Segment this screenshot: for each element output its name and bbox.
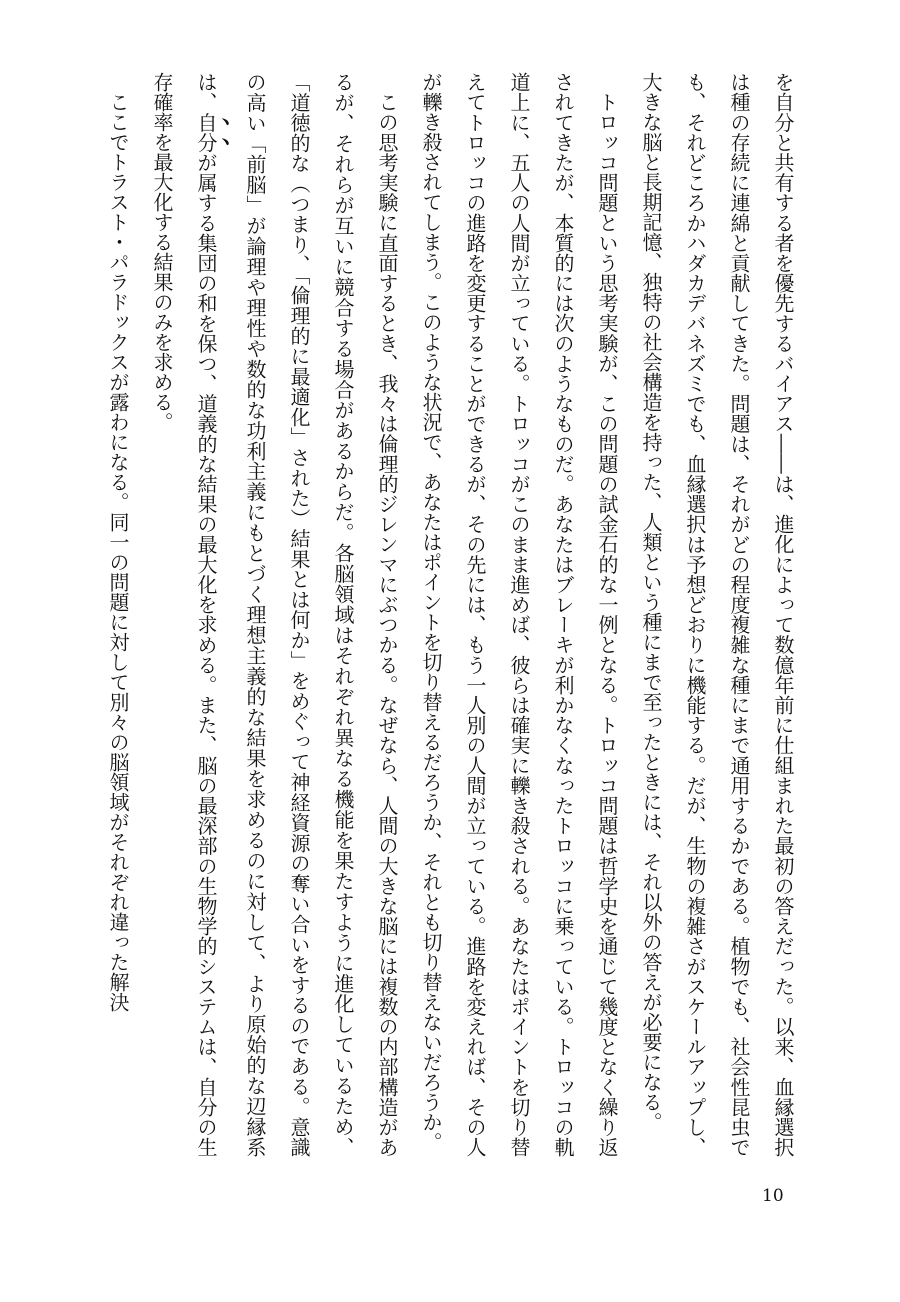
body-text [75,72,805,1157]
paragraph-3-part-2: が属する集団の和を保つ、道義的な結果の最大化を求める。また、脳の最深部の生物学的システムは、自分の生存確率を最大化する結果のみを求める。 [150,72,218,1158]
paragraph-2: トロッコ問題という思考実験が、この問題の試金石的な一例となる。トロッコ問題は哲学史を通じて幾度となく繰り返されてきたが、本質的には次のようなものだ。あなたはブレーキが利かなくなったトロッコに乗っている。トロッコの軌道上に、五人の人間が立っている。トロッコがこのまま進めば、彼らは確実に轢き殺される。あなたはポイントを切り替えてトロッコの進路を変更することができるが、その先には、もう一人別の人間が立っている。進路を変えれば、その人が轢き殺されてしまう。このような状況で、あなたはポイントを切り替えるだろうか、それとも切り替えないだろうか。 [419,72,619,1158]
page-number: 10 [762,1186,784,1206]
emphasized-word: 自分 [194,112,218,153]
paragraph-1: を自分と共有する者を優先するバイアス――は、進化によって数億年前に仕組まれた最初の答えだった。以来、血縁選択は種の存続に連綿と貢献してきた。問題は、それがどの程度複雑な種にまで通用するかである。植物でも、社会性昆虫でも、それどころかハダカデバネズミでも、血縁選択は予想どおりに機能する。だが、生物の複雑さがスケールアップし、大きな脳と長期記憶、独特の社会構造を持った、人類という種にまで至ったときには、それ以外の答えが必要になる。 [639,72,795,1158]
paragraph-3-part-1: この思考実験に直面するとき、我々は倫理的ジレンマにぶつかる。なぜなら、人間の大きな脳には複数の内部構造があるが、それらが互いに競合する場合があるからだ。各脳領域はそれぞれ異なる機能を果たすように進化しているため、「道徳的な（つまり、「倫理的に最適化」された）結果とは何か」をめぐって神経資源の奪い合いをするのである。意識の高い「前脳」が論理や理性や数的な功利主義にもとづく理想主義的な結果を求めるのに対して、より原始的な辺縁系は、 [194,72,399,1158]
paragraph-3 [140,72,409,1157]
paragraph-4: ここでトラスト・パラドックスが露わになる。同一の問題に対して別々の脳領域がそれぞれ違った解決 [106,92,130,1012]
